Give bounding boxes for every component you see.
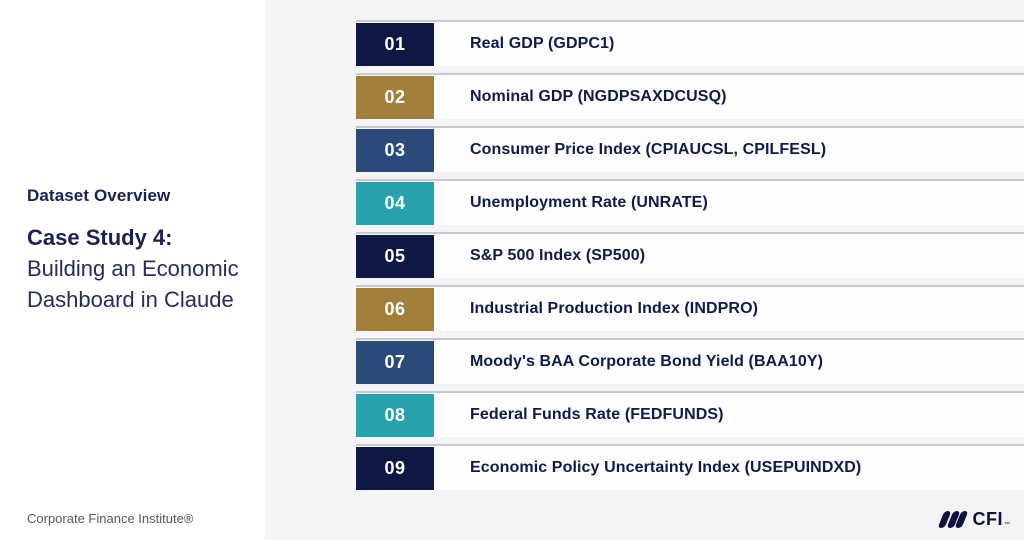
slide-subtitle-line2: Dashboard in Claude <box>27 287 234 312</box>
dataset-number: 07 <box>384 352 406 372</box>
dataset-row <box>356 73 1024 119</box>
cfi-logo <box>941 509 1010 530</box>
dataset-row <box>356 338 1024 384</box>
dataset-row <box>356 391 1024 437</box>
dataset-label: Real GDP (GDPC1) <box>470 35 615 52</box>
slide-title: Case Study 4: <box>27 225 173 250</box>
dataset-number: 02 <box>384 87 406 107</box>
dataset-number: 04 <box>384 193 406 213</box>
dataset-number-badge <box>356 23 434 66</box>
slide-subtitle-line1: Building an Economic <box>27 256 239 281</box>
cfi-logo-icon <box>941 511 967 528</box>
dataset-row <box>356 444 1024 490</box>
dataset-label: S&P 500 Index (SP500) <box>470 247 646 264</box>
trademark-symbol: ™ <box>1004 522 1010 528</box>
dataset-label: Consumer Price Index (CPIAUCSL, CPILFESL) <box>470 141 827 158</box>
dataset-label: Industrial Production Index (INDPRO) <box>470 300 759 317</box>
dataset-row <box>356 20 1024 66</box>
dataset-label: Moody's BAA Corporate Bond Yield (BAA10Y) <box>470 353 824 370</box>
dataset-number: 05 <box>384 246 406 266</box>
dataset-number-badge <box>356 235 434 278</box>
dataset-number-badge <box>356 76 434 119</box>
dataset-row <box>356 126 1024 172</box>
dataset-number: 06 <box>384 299 406 319</box>
cfi-logo-text: CFI <box>972 509 1003 529</box>
dataset-label: Unemployment Rate (UNRATE) <box>470 194 708 211</box>
dataset-label: Economic Policy Uncertainty Index (USEPUINDXD) <box>470 459 862 476</box>
dataset-number-badge <box>356 394 434 437</box>
dataset-label: Federal Funds Rate (FEDFUNDS) <box>470 406 724 423</box>
dataset-row <box>356 179 1024 225</box>
dataset-list <box>356 20 1024 497</box>
dataset-number-badge <box>356 447 434 490</box>
dataset-row <box>356 285 1024 331</box>
dataset-number: 01 <box>384 34 406 54</box>
dataset-number: 08 <box>384 405 406 425</box>
footer-brand-text: Corporate Finance Institute® <box>27 511 194 526</box>
dataset-number-badge <box>356 288 434 331</box>
dataset-number: 09 <box>384 458 406 478</box>
title-block <box>27 186 257 315</box>
dataset-row <box>356 232 1024 278</box>
dataset-number-badge <box>356 341 434 384</box>
section-eyebrow: Dataset Overview <box>27 186 171 205</box>
dataset-number: 03 <box>384 140 406 160</box>
dataset-label: Nominal GDP (NGDPSAXDCUSQ) <box>470 88 727 105</box>
dataset-number-badge <box>356 129 434 172</box>
dataset-number-badge <box>356 182 434 225</box>
